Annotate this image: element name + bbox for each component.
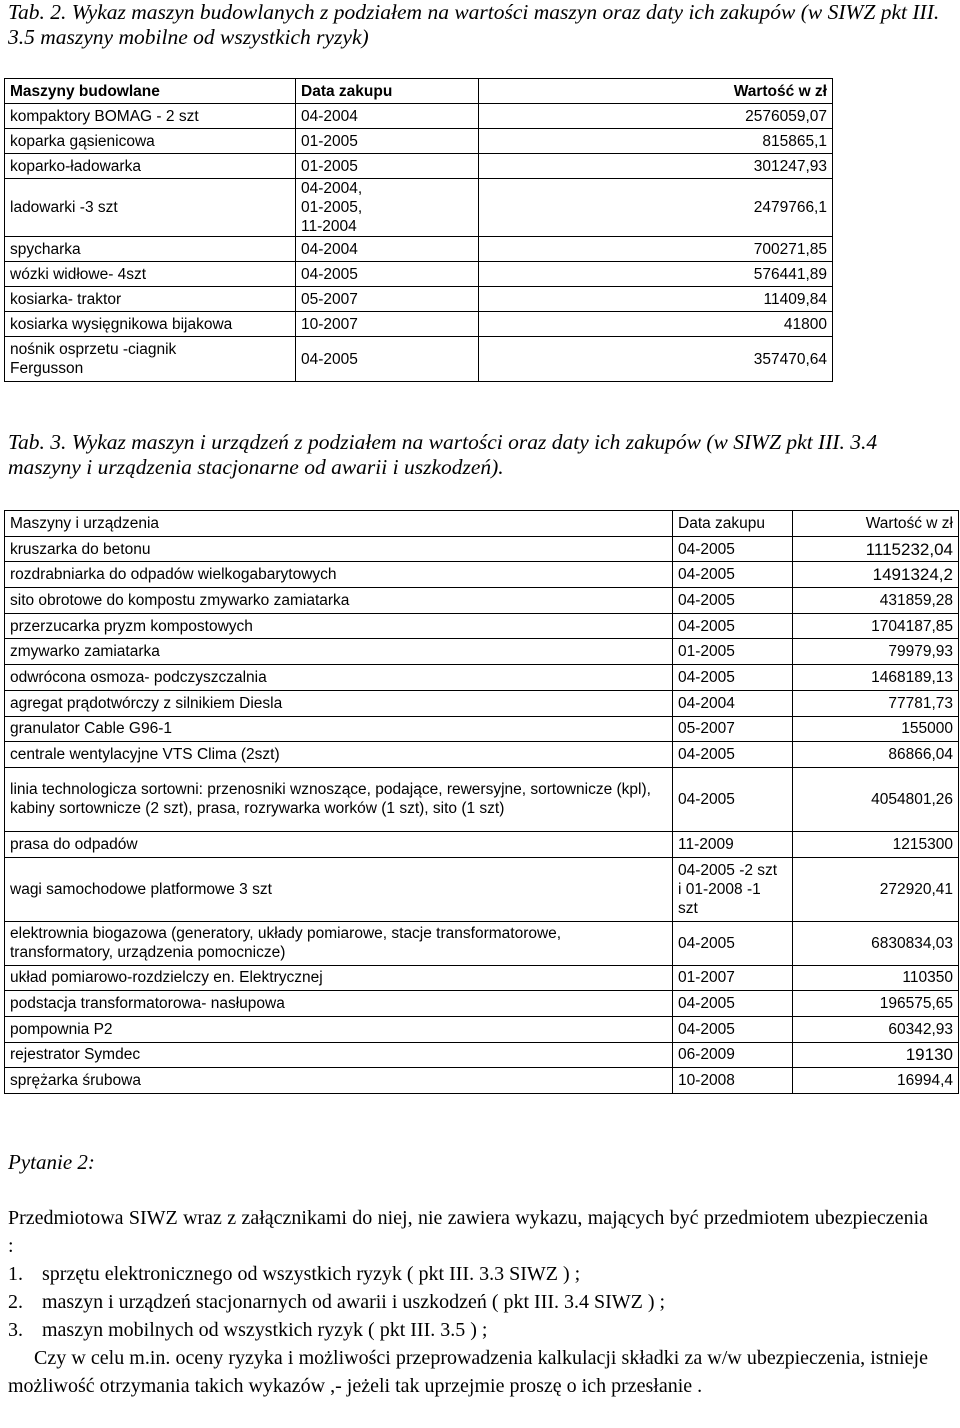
table-row — [5, 613, 959, 639]
column-header-machines: Maszyny i urządzenia — [5, 511, 673, 537]
list-item-number: 1. — [8, 1263, 23, 1285]
value: 6830834,03 — [793, 921, 959, 965]
purchase-date: 11-2009 — [673, 831, 793, 857]
list-item-text: sprzętu elektronicznego od wszystkich ryzyk ( pkt III. 3.3 SIWZ ) ; — [42, 1263, 581, 1285]
column-header-value: Wartość w zł — [793, 511, 959, 537]
value: 576441,89 — [479, 262, 833, 287]
value: 272920,41 — [793, 857, 959, 921]
value: 301247,93 — [479, 154, 833, 179]
value: 110350 — [793, 965, 959, 991]
machine-name: spycharka — [5, 237, 296, 262]
table-row — [5, 857, 959, 921]
table-row — [5, 154, 833, 179]
machine-name: centrale wentylacyjne VTS Clima (2szt) — [5, 742, 673, 768]
table-row — [5, 639, 959, 665]
machine-name: rejestrator Symdec — [5, 1042, 673, 1068]
value: 19130 — [793, 1042, 959, 1068]
purchase-date: 04-2005 -2 szt i 01-2008 -1 szt — [673, 857, 793, 921]
stationary-machines-table — [4, 510, 959, 1094]
purchase-date: 04-2005 — [673, 536, 793, 562]
table-row — [5, 716, 959, 742]
table-row — [5, 337, 833, 382]
purchase-date: 04-2005 — [296, 262, 479, 287]
value: 86866,04 — [793, 742, 959, 768]
value: 11409,84 — [479, 287, 833, 312]
table-row — [5, 742, 959, 768]
machines-table — [4, 78, 833, 382]
purchase-date: 04-2005 — [673, 1016, 793, 1042]
purchase-date: 04-2005 — [673, 991, 793, 1017]
value: 1704187,85 — [793, 613, 959, 639]
column-header-date: Data zakupu — [296, 79, 479, 104]
list-item-text: maszyn i urządzeń stacjonarnych od awarii i uszkodzeń ( pkt III. 3.4 SIWZ ) ; — [42, 1291, 666, 1313]
value: 700271,85 — [479, 237, 833, 262]
purchase-date: 04-2004 — [673, 690, 793, 716]
table-row — [5, 588, 959, 614]
purchase-date: 04-2005 — [673, 921, 793, 965]
machine-name: podstacja transformatorowa- nasłupowa — [5, 991, 673, 1017]
machine-name: wagi samochodowe platformowe 3 szt — [5, 857, 673, 921]
machine-name: linia technologicza sortowni: przenosniki wznoszące, podające, rewersyjne, sortownicze (kpl), kabiny sortownicze (2 szt), prasa, rozrywarka worków (1 szt), sito (1 szt) — [5, 767, 673, 831]
machine-name: ladowarki -3 szt — [5, 179, 296, 237]
table-row — [5, 237, 833, 262]
machine-name: kompaktory BOMAG - 2 szt — [5, 104, 296, 129]
list-item-number: 3. — [8, 1319, 23, 1341]
machine-name: agregat prądotwórczy z silnikiem Diesla — [5, 690, 673, 716]
purchase-date: 04-2005 — [296, 337, 479, 382]
table-row — [5, 1068, 959, 1094]
machine-name: zmywarko zamiatarka — [5, 639, 673, 665]
value: 16994,4 — [793, 1068, 959, 1094]
purchase-date: 04-2005 — [673, 613, 793, 639]
value: 431859,28 — [793, 588, 959, 614]
value: 1215300 — [793, 831, 959, 857]
value: 1491324,2 — [793, 562, 959, 588]
purchase-date: 04-2004, 01-2005, 11-2004 — [296, 179, 479, 237]
machine-name: koparka gąsienicowa — [5, 129, 296, 154]
list-item-text: maszyn mobilnych od wszystkich ryzyk ( pkt III. 3.5 ) ; — [42, 1319, 488, 1341]
table-row — [5, 665, 959, 691]
table3-caption: Tab. 3. Wykaz maszyn i urządzeń z podziałem na wartości oraz daty ich zakupów (w SIWZ pkt III. 3.4 maszyny i urządzenia stacjonarne od awarii i uszkodzeń). — [8, 430, 878, 479]
value: 357470,64 — [479, 337, 833, 382]
table-header-row — [5, 511, 959, 537]
purchase-date: 06-2009 — [673, 1042, 793, 1068]
purchase-date: 04-2005 — [673, 562, 793, 588]
list-item-number: 2. — [8, 1291, 23, 1313]
machine-name: pompownia P2 — [5, 1016, 673, 1042]
purchase-date: 05-2007 — [296, 287, 479, 312]
machine-name: elektrownia biogazowa (generatory, układy pomiarowe, stacje transformatorowe, transformatory, urządzenia pomocnicze) — [5, 921, 673, 965]
purchase-date: 01-2007 — [673, 965, 793, 991]
machine-name: granulator Cable G96-1 — [5, 716, 673, 742]
value: 1115232,04 — [793, 536, 959, 562]
table-header-row — [5, 79, 833, 104]
machine-name: wózki widłowe- 4szt — [5, 262, 296, 287]
table-row — [5, 104, 833, 129]
purchase-date: 01-2005 — [296, 129, 479, 154]
value: 79979,93 — [793, 639, 959, 665]
purchase-date: 05-2007 — [673, 716, 793, 742]
purchase-date: 10-2007 — [296, 312, 479, 337]
machine-name: prasa do odpadów — [5, 831, 673, 857]
list-item — [8, 1288, 928, 1316]
table-row — [5, 1042, 959, 1068]
purchase-date: 04-2005 — [673, 665, 793, 691]
purchase-date: 04-2005 — [673, 588, 793, 614]
machine-name: sprężarka śrubowa — [5, 1068, 673, 1094]
machine-name: układ pomiarowo-rozdzielczy en. Elektrycznej — [5, 965, 673, 991]
table-row — [5, 562, 959, 588]
table-row — [5, 690, 959, 716]
value: 77781,73 — [793, 690, 959, 716]
question-closing: Czy w celu m.in. oceny ryzyka i możliwości przeprowadzenia kalkulacji składki za w/w ubezpieczenia, istnieje możliwość otrzymania takich wykazów ,- jeżeli tak uprzejmie proszę o ich przesłanie . — [8, 1347, 928, 1397]
machine-name: rozdrabniarka do odpadów wielkogabarytowych — [5, 562, 673, 588]
value: 2576059,07 — [479, 104, 833, 129]
table-row — [5, 921, 959, 965]
list-item — [8, 1316, 928, 1344]
purchase-date: 10-2008 — [673, 1068, 793, 1094]
column-header-date: Data zakupu — [673, 511, 793, 537]
column-header-value: Wartość w zł — [479, 79, 833, 104]
table-row — [5, 965, 959, 991]
value: 60342,93 — [793, 1016, 959, 1042]
table2-caption: Tab. 2. Wykaz maszyn budowlanych z podziałem na wartości maszyn oraz daty ich zakupów (w SIWZ pkt III. 3.5 maszyny mobilne od wszystkich ryzyk) — [8, 0, 940, 49]
purchase-date: 04-2004 — [296, 237, 479, 262]
table-row — [5, 831, 959, 857]
table-row — [5, 1016, 959, 1042]
question-body — [8, 1204, 928, 1400]
table-row — [5, 991, 959, 1017]
question-intro: Przedmiotowa SIWZ wraz z załącznikami do niej, nie zawiera wykazu, mających być przedmiotem ubezpieczenia : — [8, 1207, 928, 1257]
question-title: Pytanie 2: — [8, 1150, 95, 1174]
machine-name: nośnik osprzetu -ciagnik Fergusson — [5, 337, 296, 382]
value: 4054801,26 — [793, 767, 959, 831]
machine-name: kosiarka- traktor — [5, 287, 296, 312]
purchase-date: 01-2005 — [296, 154, 479, 179]
value: 155000 — [793, 716, 959, 742]
machine-name: koparko-ładowarka — [5, 154, 296, 179]
table-row — [5, 287, 833, 312]
purchase-date: 01-2005 — [673, 639, 793, 665]
table-row — [5, 179, 833, 237]
machine-name: odwrócona osmoza- podczyszczalnia — [5, 665, 673, 691]
list-item — [8, 1260, 928, 1288]
machine-name: przerzucarka pryzm kompostowych — [5, 613, 673, 639]
table-row — [5, 312, 833, 337]
machine-name: kruszarka do betonu — [5, 536, 673, 562]
machine-name: kosiarka wysięgnikowa bijakowa — [5, 312, 296, 337]
table-row — [5, 262, 833, 287]
purchase-date: 04-2005 — [673, 742, 793, 768]
value: 2479766,1 — [479, 179, 833, 237]
value: 41800 — [479, 312, 833, 337]
table-row — [5, 767, 959, 831]
purchase-date: 04-2004 — [296, 104, 479, 129]
value: 196575,65 — [793, 991, 959, 1017]
column-header-machines: Maszyny budowlane — [5, 79, 296, 104]
purchase-date: 04-2005 — [673, 767, 793, 831]
table-row — [5, 129, 833, 154]
value: 815865,1 — [479, 129, 833, 154]
table-row — [5, 536, 959, 562]
machine-name: sito obrotowe do kompostu zmywarko zamiatarka — [5, 588, 673, 614]
value: 1468189,13 — [793, 665, 959, 691]
